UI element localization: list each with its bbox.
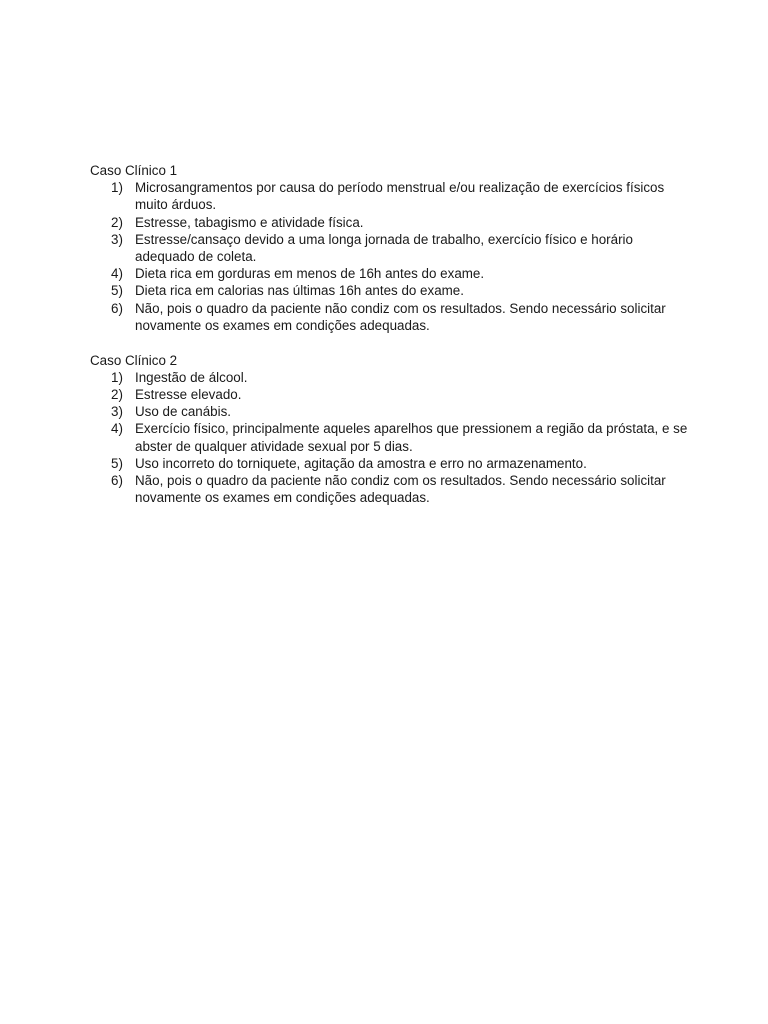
item-number: 5) <box>111 455 123 471</box>
section-caso-clinico-1 <box>90 162 690 334</box>
item-number: 4) <box>111 266 123 282</box>
item-text: Uso incorreto do torniquete, agitação da amostra e erro no armazenamento. <box>135 455 587 471</box>
item-text: Estresse elevado. <box>135 386 242 402</box>
section-caso-clinico-2 <box>90 352 690 507</box>
item-text: Não, pois o quadro da paciente não condiz com os resultados. Sendo necessário solicitar novamente os exames em condições adequadas. <box>135 300 666 333</box>
list-item <box>90 214 690 231</box>
item-text: Microsangramentos por causa do período menstrual e/ou realização de exercícios físicos muito árduos. <box>135 180 665 213</box>
answer-list <box>90 369 690 507</box>
item-text: Não, pois o quadro da paciente não condiz com os resultados. Sendo necessário solicitar novamente os exames em condições adequadas. <box>135 472 666 506</box>
item-text: Dieta rica em gorduras em menos de 16h antes do exame. <box>135 266 485 282</box>
item-text: Exercício físico, principalmente aqueles aparelhos que pressionem a região da próstata, e se abster de qualquer atividade sexual por 5 dias. <box>135 421 688 454</box>
item-text: Ingestão de álcool. <box>135 369 248 385</box>
item-text: Estresse, tabagismo e atividade física. <box>135 214 364 230</box>
item-text: Uso de canábis. <box>135 404 232 420</box>
item-number: 5) <box>111 283 123 299</box>
item-number: 1) <box>111 369 123 385</box>
item-number: 3) <box>111 404 123 420</box>
section-title: Caso Clínico 2 <box>90 352 178 368</box>
item-number: 2) <box>111 386 123 402</box>
section-title: Caso Clínico 1 <box>90 163 178 178</box>
list-item <box>90 369 690 386</box>
item-number: 6) <box>111 472 123 488</box>
list-item <box>90 179 690 213</box>
item-number: 3) <box>111 231 123 247</box>
list-item <box>90 231 690 265</box>
list-item <box>90 282 690 299</box>
list-item <box>90 386 690 403</box>
item-number: 1) <box>111 180 123 196</box>
item-text: Estresse/cansaço devido a uma longa jornada de trabalho, exercício físico e horário adequado de coleta. <box>135 231 633 265</box>
item-number: 4) <box>111 421 123 437</box>
list-item <box>90 403 690 420</box>
item-text: Dieta rica em calorias nas últimas 16h antes do exame. <box>135 283 464 299</box>
answer-list <box>90 179 690 334</box>
list-item <box>90 265 690 282</box>
list-item <box>90 472 690 506</box>
list-item <box>90 455 690 472</box>
item-number: 2) <box>111 214 123 230</box>
list-item <box>90 420 690 454</box>
document-page <box>90 162 690 506</box>
list-item <box>90 300 690 334</box>
item-number: 6) <box>111 300 123 316</box>
